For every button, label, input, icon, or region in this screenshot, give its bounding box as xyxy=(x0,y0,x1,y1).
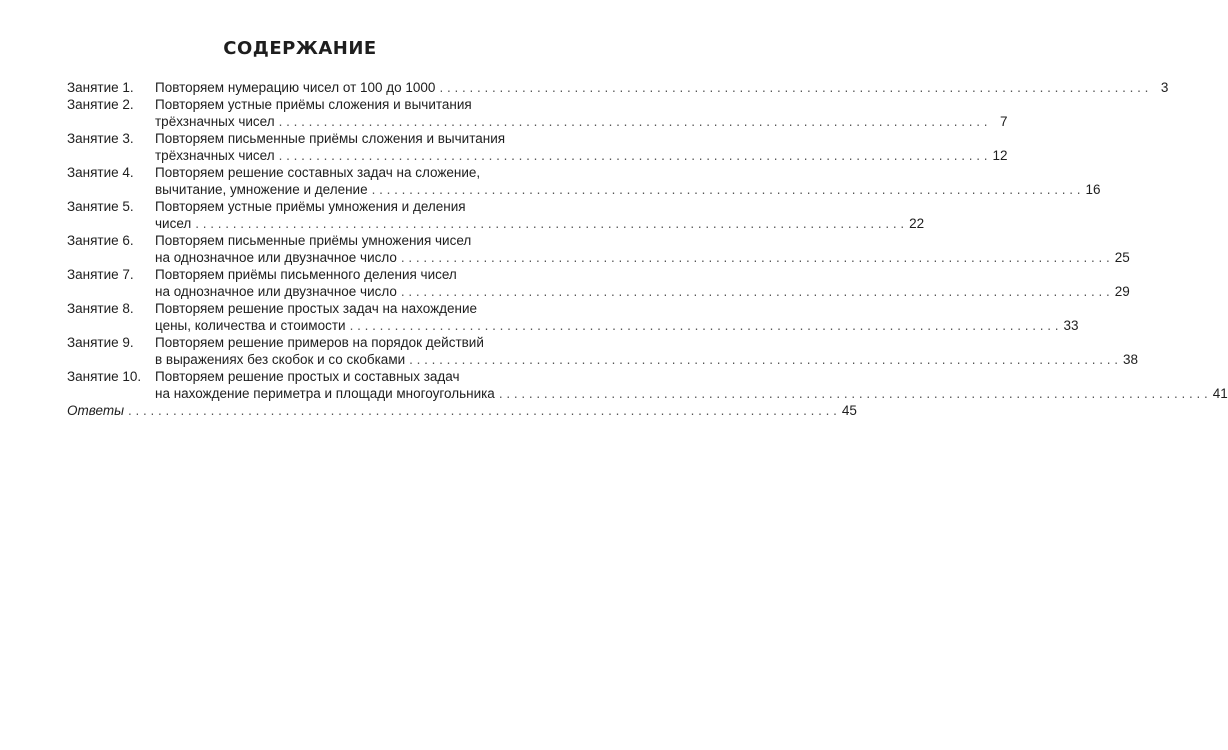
toc-answers-label: Ответы xyxy=(67,403,125,418)
toc-page-number: 7 xyxy=(999,114,1008,129)
table-of-contents xyxy=(67,79,1228,419)
toc-page-number: 16 xyxy=(1085,182,1101,197)
toc-entry-title: Повторяем письменные приёмы умножения чисел xyxy=(155,233,472,248)
dot-leader xyxy=(279,113,988,130)
toc-entry-title-cont: трёхзначных чисел xyxy=(155,114,275,129)
dot-leader xyxy=(128,402,837,419)
toc-entry-title: Повторяем устные приёмы сложения и вычитания xyxy=(155,97,472,112)
dot-leader xyxy=(350,317,1059,334)
toc-entry-title-cont: на однозначное или двузначное число xyxy=(155,250,397,265)
toc-entry-title: Повторяем решение простых и составных задач xyxy=(155,369,460,384)
toc-entry-7[interactable] xyxy=(67,266,1130,300)
toc-entry-title-cont: цены, количества и стоимости xyxy=(155,318,346,333)
toc-entry-6[interactable] xyxy=(67,232,1130,266)
toc-entry-label: Занятие 2. xyxy=(67,97,134,112)
toc-entry-title: Повторяем решение простых задач на нахождение xyxy=(155,301,478,316)
toc-entry-title-cont: вычитание, умножение и деление xyxy=(155,182,368,197)
dot-leader xyxy=(195,215,904,232)
dot-leader xyxy=(499,385,1208,402)
toc-entry-label: Занятие 8. xyxy=(67,301,134,316)
toc-entry-title: Повторяем решение примеров на порядок действий xyxy=(155,335,484,350)
toc-entry-answers[interactable] xyxy=(67,402,857,419)
dot-leader xyxy=(409,351,1118,368)
dot-leader xyxy=(401,283,1110,300)
toc-entry-title-cont: на однозначное или двузначное число xyxy=(155,284,397,299)
toc-entry-1[interactable] xyxy=(67,79,1169,96)
toc-entry-8[interactable] xyxy=(67,300,1079,334)
toc-page-number: 12 xyxy=(992,148,1008,163)
toc-page-number: 33 xyxy=(1063,318,1079,333)
toc-page-number: 41 xyxy=(1212,386,1228,401)
dot-leader xyxy=(401,249,1110,266)
toc-entry-title: Повторяем устные приёмы умножения и деления xyxy=(155,199,466,214)
toc-entry-9[interactable] xyxy=(67,334,1139,368)
dot-leader xyxy=(439,79,1148,96)
toc-entry-title-cont: в выражениях без скобок и со скобками xyxy=(155,352,406,367)
toc-entry-label: Занятие 4. xyxy=(67,165,134,180)
toc-entry-label: Занятие 7. xyxy=(67,267,134,282)
page-title: СОДЕРЖАНИЕ xyxy=(223,38,377,59)
toc-entry-2[interactable] xyxy=(67,96,1008,130)
toc-entry-4[interactable] xyxy=(67,164,1101,198)
toc-entry-title-cont: на нахождение периметра и площади многоугольника xyxy=(155,386,495,401)
toc-entry-label: Занятие 9. xyxy=(67,335,134,350)
toc-entry-5[interactable] xyxy=(67,198,925,232)
dot-leader xyxy=(372,181,1081,198)
toc-entry-3[interactable] xyxy=(67,130,1008,164)
toc-entry-title-cont: трёхзначных чисел xyxy=(155,148,275,163)
toc-page-number: 38 xyxy=(1123,352,1139,367)
toc-page-number: 45 xyxy=(841,403,857,418)
toc-page-number: 29 xyxy=(1114,284,1130,299)
toc-entry-10[interactable] xyxy=(67,368,1228,402)
toc-page-number: 3 xyxy=(1160,80,1169,95)
toc-entry-label: Занятие 3. xyxy=(67,131,134,146)
toc-entry-title: Повторяем решение составных задач на сложение, xyxy=(155,165,481,180)
toc-page-number: 22 xyxy=(909,216,925,231)
toc-entry-label: Занятие 1. xyxy=(67,80,134,95)
toc-entry-title: Повторяем письменные приёмы сложения и вычитания xyxy=(155,131,506,146)
toc-entry-label: Занятие 6. xyxy=(67,233,134,248)
toc-page-number: 25 xyxy=(1114,250,1130,265)
toc-entry-title-cont: чисел xyxy=(155,216,192,231)
toc-entry-title: Повторяем приёмы письменного деления чисел xyxy=(155,267,457,282)
dot-leader xyxy=(279,147,988,164)
toc-entry-title: Повторяем нумерацию чисел от 100 до 1000 xyxy=(155,80,436,95)
toc-entry-label: Занятие 5. xyxy=(67,199,134,214)
toc-entry-label: Занятие 10. xyxy=(67,369,142,384)
